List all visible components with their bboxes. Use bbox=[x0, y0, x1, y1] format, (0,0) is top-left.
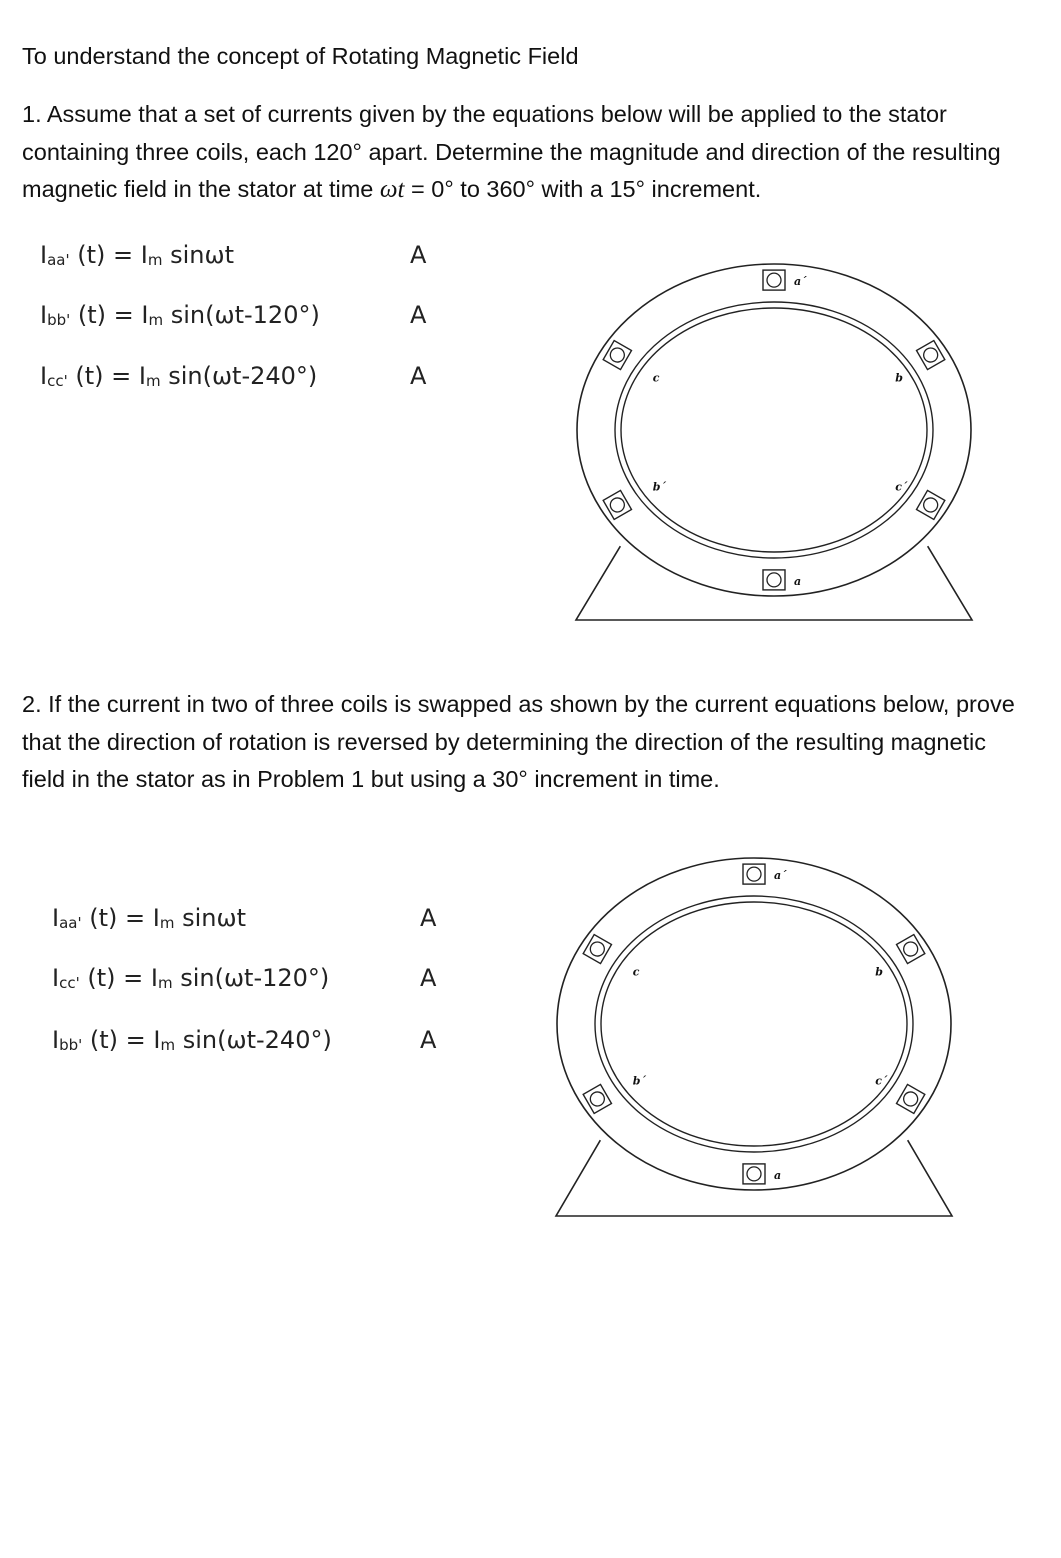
equation-2-3: $I_{bb'}$ $(t) = I_m$ sin(ωt-240°) bbox=[52, 1026, 332, 1054]
unit-1-2: A bbox=[410, 301, 427, 329]
slot-label: b´ bbox=[652, 480, 666, 494]
equation-2-2: $I_{cc'}$ $(t) = I_m$ sin(ωt-120°) bbox=[52, 964, 330, 992]
page-title: To understand the concept of Rotating Magnetic Field bbox=[22, 43, 579, 69]
unit-1-1: A bbox=[410, 241, 427, 269]
slot-label: b´ bbox=[632, 1074, 646, 1088]
slot-label: b bbox=[875, 965, 883, 979]
slot-label: c bbox=[652, 371, 660, 385]
slot-label: b bbox=[895, 371, 903, 385]
problem-1-text: 1. Assume that a set of currents given by the equations below will be applied to the stator containing three coils, each 120° apart. Determine the magnitude and direction of the resulting magnetic field in the stator at time ωt = 0° to 360° with a 15° increment. bbox=[22, 101, 1001, 203]
equation-2-1: $I_{aa'}$ $(t) = I_m$ sinωt bbox=[52, 904, 246, 932]
slot-label: a´ bbox=[774, 869, 787, 883]
slot-label: c´ bbox=[895, 480, 908, 494]
equation-1-3: $I_{cc'}$ $(t) = I_m$ sin(ωt-240°) bbox=[40, 362, 318, 390]
slot-label: a´ bbox=[794, 275, 807, 289]
unit-2-2: A bbox=[420, 964, 437, 992]
unit-1-3: A bbox=[410, 362, 427, 390]
stator-outer-ring bbox=[557, 858, 951, 1190]
unit-2-3: A bbox=[420, 1026, 437, 1054]
slot-a-prime-conductor bbox=[743, 864, 765, 884]
slot-a-conductor bbox=[743, 1164, 765, 1184]
slot-label: a bbox=[774, 1168, 782, 1182]
equation-1-1: $I_{aa'}$ $(t) = I_m$ sinωt bbox=[40, 241, 234, 269]
slot-label: a bbox=[794, 574, 802, 588]
slot-label: c´ bbox=[875, 1074, 888, 1088]
equation-1-2: $I_{bb'}$ $(t) = I_m$ sin(ωt-120°) bbox=[40, 301, 320, 329]
unit-2-1: A bbox=[420, 904, 437, 932]
stator-group bbox=[556, 858, 952, 1216]
slot-label: c bbox=[632, 965, 640, 979]
problem-2-text: 2. If the current in two of three coils is swapped as shown by the current equations below, prove that the direction of rotation is reversed by determining the direction of the resulting magnetic field in the stator as in Problem 1 but using a 30° increment in time. bbox=[22, 691, 1015, 792]
